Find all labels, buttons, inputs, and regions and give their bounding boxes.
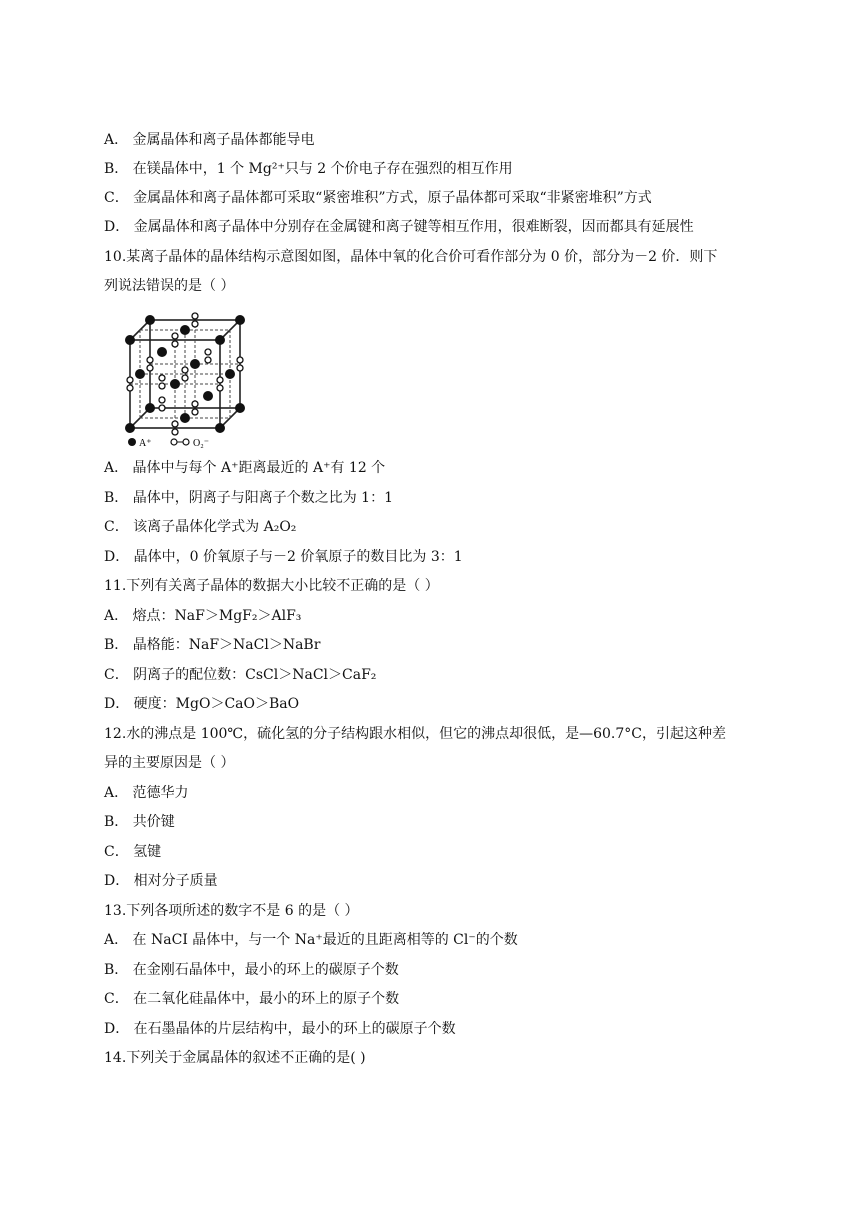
option-11c: C． 阴离子的配位数：CsCl＞NaCl＞CaF₂ [104, 667, 377, 683]
option-9b: B． 在镁晶体中，1 个 Mg²⁺只与 2 个价电子存在强烈的相互作用 [104, 161, 513, 177]
option-11b: B． 晶格能：NaF＞NaCl＞NaBr [104, 637, 321, 653]
option-9a: A． 金属晶体和离子晶体都能导电 [104, 132, 315, 148]
legend-anion-label: O₂⁻ [193, 438, 209, 449]
legend-cation-label: A⁺ [139, 438, 152, 449]
option-12d: D． 相对分子质量 [104, 873, 218, 889]
crystal-structure-figure [120, 312, 250, 450]
option-12b: B． 共价键 [104, 814, 175, 830]
option-9d: D． 金属晶体和离子晶体中分别存在金属键和离子键等相互作用，很难断裂，因而都具有延展性 [104, 219, 694, 235]
legend-anion-marker [171, 439, 177, 445]
option-10d: D． 晶体中，0 价氧原子与－2 价氧原子的数目比为 3：1 [104, 549, 463, 565]
question-10-stem-cont: 列说法错误的是（ ） [104, 278, 235, 294]
question-11-stem: 11.下列有关离子晶体的数据大小比较不正确的是（ ） [104, 578, 439, 594]
option-11d: D． 硬度：MgO＞CaO＞BaO [104, 696, 300, 712]
option-10b: B． 晶体中，阴离子与阳离子个数之比为 1：1 [104, 490, 394, 506]
option-10c: C． 该离子晶体化学式为 A₂O₂ [104, 519, 297, 535]
option-13d: D． 在石墨晶体的片层结构中，最小的环上的碳原子个数 [104, 1021, 456, 1037]
option-10a: A． 晶体中与每个 A⁺距离最近的 A⁺有 12 个 [104, 460, 386, 476]
option-12a: A． 范德华力 [104, 785, 189, 801]
question-14-stem: 14.下列关于金属晶体的叙述不正确的是( ) [104, 1050, 366, 1066]
option-12c: C． 氢键 [104, 844, 162, 860]
option-13b: B． 在金刚石晶体中，最小的环上的碳原子个数 [104, 962, 399, 978]
option-13c: C． 在二氧化硅晶体中，最小的环上的原子个数 [104, 991, 400, 1007]
legend-cation-marker [128, 438, 136, 446]
option-9c: C． 金属晶体和离子晶体都可采取“紧密堆积”方式，原子晶体都可采取“非紧密堆积”方式 [104, 190, 652, 206]
question-12-stem: 12.水的沸点是 100℃，硫化氢的分子结构跟水相似，但它的沸点却很低，是—60.7°C，引起这种差 [104, 726, 726, 742]
option-11a: A． 熔点：NaF＞MgF₂＞AlF₃ [104, 608, 302, 624]
question-12-stem-cont: 异的主要原因是（ ） [104, 755, 235, 771]
question-13-stem: 13.下列各项所述的数字不是 6 的是（ ） [104, 903, 359, 919]
option-13a: A． 在 NaCI 晶体中，与一个 Na⁺最近的且距离相等的 Cl⁻的个数 [104, 932, 518, 948]
question-10-stem: 10.某离子晶体的晶体结构示意图如图，晶体中氧的化合价可看作部分为 0 价，部分为－2 价．则下 [104, 249, 718, 265]
